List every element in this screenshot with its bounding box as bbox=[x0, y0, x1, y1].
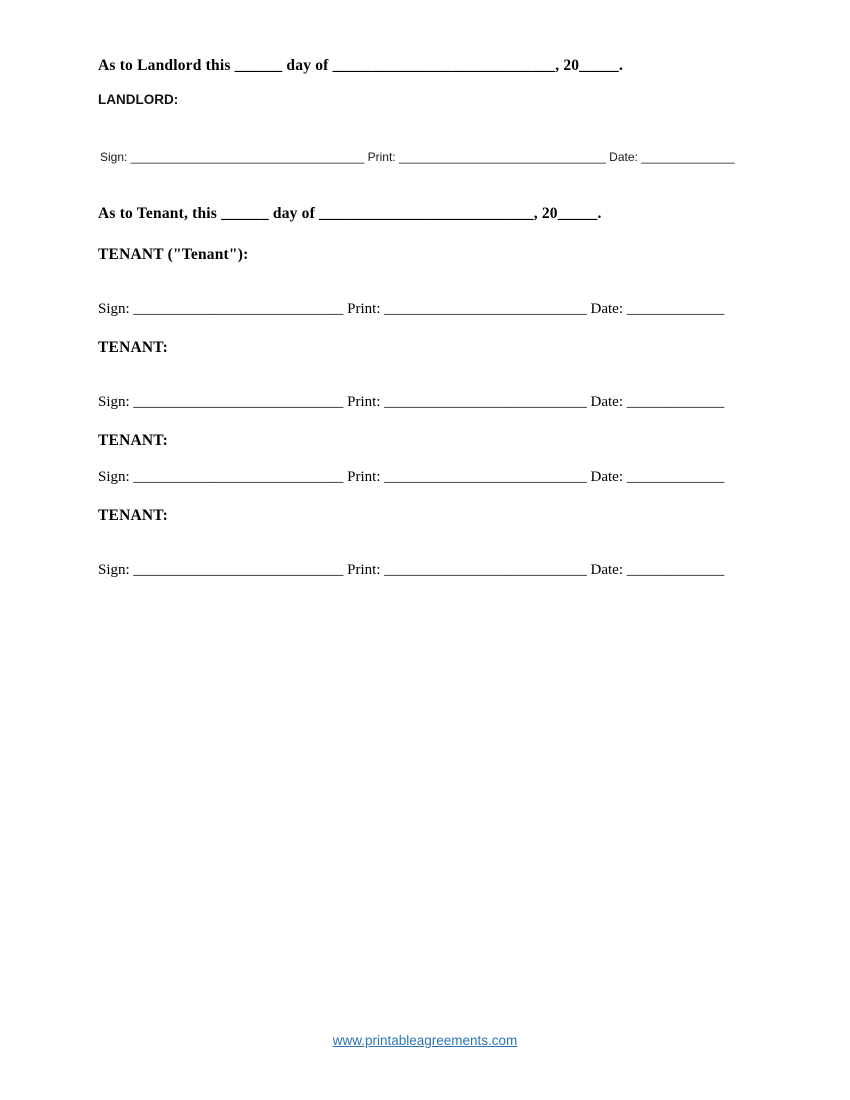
tenant3-signature-row: Sign: ____________________________ Print: ___________________________ Date: _____________ bbox=[98, 469, 725, 485]
tenant2-signature-row: Sign: ____________________________ Print: ___________________________ Date: _____________ bbox=[98, 394, 725, 410]
footer-link[interactable]: www.printableagreements.com bbox=[332, 1033, 518, 1048]
landlord-execution-line: As to Landlord this ______ day of ____________________________, 20_____. bbox=[98, 57, 624, 74]
page-footer bbox=[0, 1033, 850, 1048]
tenant1-heading: TENANT ("Tenant"): bbox=[98, 246, 249, 263]
landlord-heading: LANDLORD: bbox=[98, 92, 179, 107]
tenant4-heading: TENANT: bbox=[98, 507, 169, 524]
tenant1-signature-row: Sign: ____________________________ Print: ___________________________ Date: _____________ bbox=[98, 301, 725, 317]
tenant4-signature-row: Sign: ____________________________ Print: ___________________________ Date: _____________ bbox=[98, 562, 725, 578]
tenant2-heading: TENANT: bbox=[98, 339, 169, 356]
tenant-execution-line: As to Tenant, this ______ day of ___________________________, 20_____. bbox=[98, 205, 602, 222]
tenant3-heading: TENANT: bbox=[98, 432, 169, 449]
landlord-signature-row: Sign: ___________________________________ Print: _______________________________ Date: ______________ bbox=[100, 150, 735, 164]
